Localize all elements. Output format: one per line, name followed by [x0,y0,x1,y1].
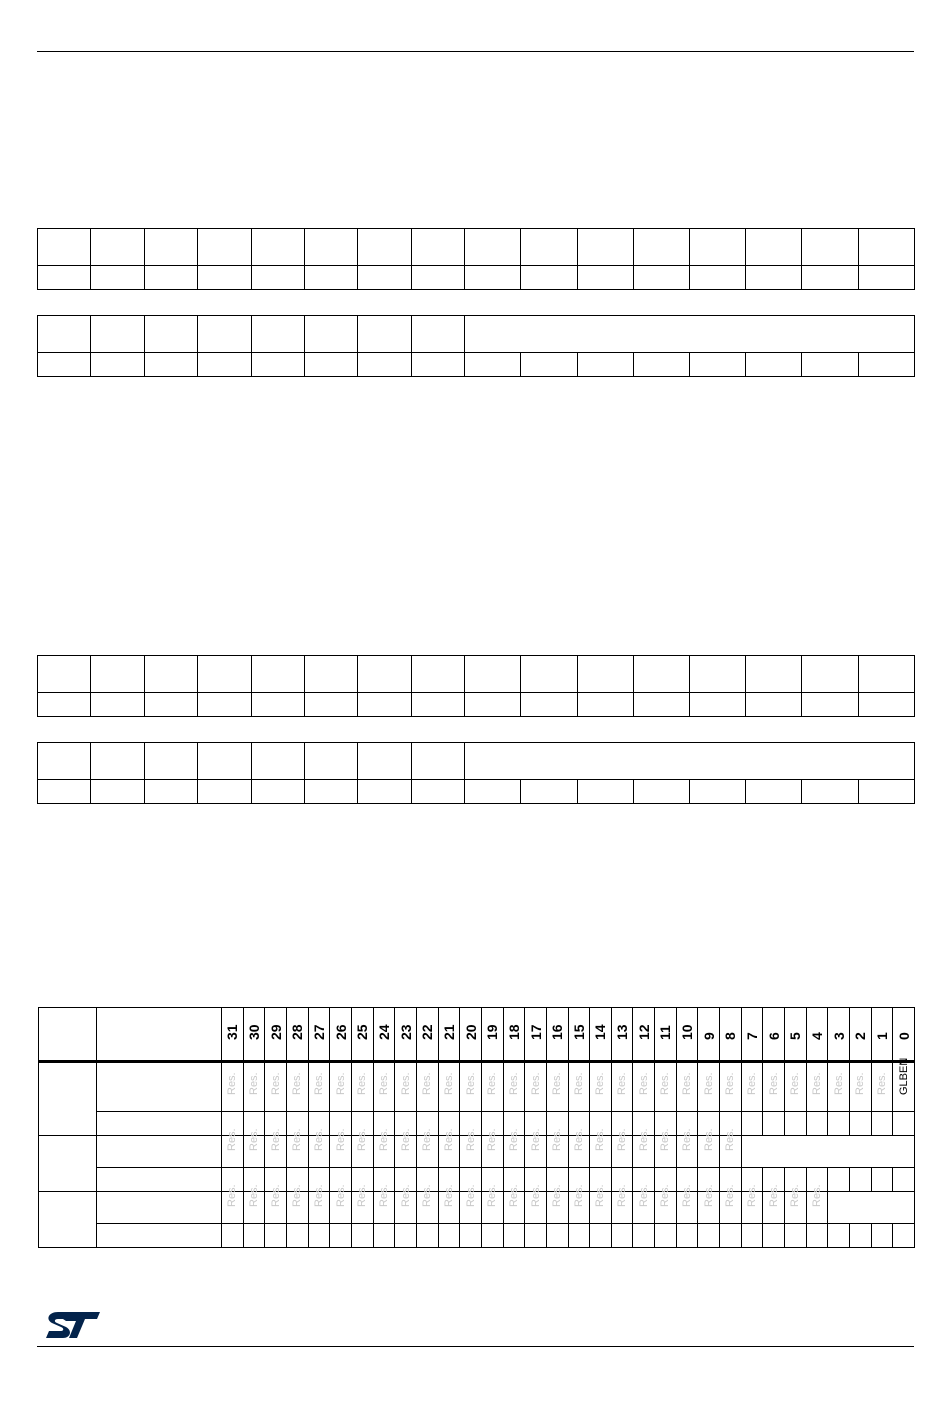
reserved-label: Res. [399,1184,412,1207]
reserved-label: Res. [637,1072,650,1095]
reserved-label: Res. [226,1184,239,1207]
reset-value-cell [633,1224,655,1248]
reserved-label: Res. [334,1184,347,1207]
bit-number: 23 [397,1024,414,1040]
reserved-label: Res. [312,1128,325,1151]
reserved-label: Res. [551,1128,564,1151]
reset-value-cell [308,1224,330,1248]
bit-number: 16 [549,1024,566,1040]
reserved-label: Res. [681,1184,694,1207]
reserved-label: Res. [291,1072,304,1095]
bit-number-header [785,1008,807,1062]
offset-header [39,1008,97,1062]
reserved-cell [871,1062,893,1112]
st-logo-icon [44,1310,102,1340]
bit-number-header [503,1008,525,1062]
reserved-cell [503,1184,525,1224]
reserved-cell [611,1062,633,1112]
reserved-cell [243,1184,265,1224]
reserved-label: Res. [616,1072,629,1095]
bit-number-header [395,1008,417,1062]
bit-number-header [286,1008,308,1062]
reserved-label: Res. [507,1072,520,1095]
reserved-label: Res. [442,1184,455,1207]
reserved-cell [676,1128,698,1168]
reserved-label: Res. [247,1128,260,1151]
reserved-cell [590,1062,612,1112]
st-logo [44,1310,102,1345]
bit-number: 20 [462,1024,479,1040]
reserved-label: Res. [312,1184,325,1207]
reset-value-cell [698,1224,720,1248]
reset-value-cell [503,1224,525,1248]
register-name-cell [97,1136,222,1168]
reserved-cell [222,1062,244,1112]
bit-number-header [871,1008,893,1062]
reset-value-cell [611,1224,633,1248]
reserved-label: Res. [854,1072,867,1095]
reserved-cell [481,1062,503,1112]
bit-number: 29 [267,1024,284,1040]
reserved-label: Res. [659,1072,672,1095]
register-diagram-2-lower [37,742,915,804]
reserved-label: Res. [681,1072,694,1095]
reserved-label: Res. [269,1184,282,1207]
reserved-cell [698,1184,720,1224]
reset-value-cell [373,1224,395,1248]
reset-value-cell [655,1224,677,1248]
reserved-label: Res. [486,1072,499,1095]
reserved-cell [286,1184,308,1224]
reserved-cell [720,1128,742,1168]
reserved-label: Res. [572,1072,585,1095]
bit-number-header [460,1008,482,1062]
reserved-cell [503,1062,525,1112]
bit-number-header [481,1008,503,1062]
reserved-cell [676,1062,698,1112]
reserved-label: Res. [572,1184,585,1207]
reserved-cell [655,1128,677,1168]
reserved-cell [330,1184,352,1224]
bit-number: 15 [570,1024,587,1040]
reserved-cell [568,1062,590,1112]
reserved-label: Res. [811,1184,824,1207]
reserved-label: Res. [377,1128,390,1151]
reserved-label: Res. [269,1072,282,1095]
reset-value-cell [416,1224,438,1248]
reserved-label: Res. [399,1072,412,1095]
reserved-label: Res. [486,1128,499,1151]
reserved-cell [525,1062,547,1112]
reset-value-cell [481,1224,503,1248]
register-name-cell [97,1062,222,1112]
reserved-cell [546,1062,568,1112]
reset-value-cell [871,1168,893,1192]
reset-value-cell [850,1224,872,1248]
reserved-label: Res. [789,1184,802,1207]
reserved-cell [351,1062,373,1112]
register-diagram-2-upper [37,655,915,717]
reset-value-cell [850,1168,872,1192]
reserved-cell [850,1062,872,1112]
bit-number-header [828,1008,850,1062]
reserved-cell [676,1184,698,1224]
reserved-label: Res. [529,1072,542,1095]
reserved-label: Res. [529,1184,542,1207]
reset-value-cell [676,1224,698,1248]
reserved-label: Res. [334,1128,347,1151]
bit-number: 4 [809,1032,826,1040]
reserved-label: Res. [637,1184,650,1207]
bit-number-header [806,1008,828,1062]
bit-number: 0 [895,1032,912,1040]
reserved-cell [633,1128,655,1168]
reserved-label: Res. [464,1072,477,1095]
reserved-cell [330,1128,352,1168]
reserved-cell [785,1184,807,1224]
reserved-cell [416,1184,438,1224]
reserved-cell [351,1128,373,1168]
bit-number: 19 [484,1024,501,1040]
reset-value-cell [871,1224,893,1248]
reserved-label: Res. [247,1184,260,1207]
reserved-label: Res. [702,1072,715,1095]
reserved-label: Res. [572,1128,585,1151]
reserved-label: Res. [442,1128,455,1151]
reserved-label: Res. [312,1072,325,1095]
reserved-cell [611,1128,633,1168]
reserved-cell [395,1062,417,1112]
bit-number-header [416,1008,438,1062]
reset-value-cell [351,1224,373,1248]
reserved-cell [438,1128,460,1168]
reserved-cell [286,1062,308,1112]
offset-cell [39,1062,97,1136]
field-cell [828,1192,915,1224]
reserved-label: Res. [767,1184,780,1207]
top-rule [37,51,914,52]
bit-number: 9 [700,1032,717,1040]
reset-value-cell [806,1112,828,1136]
reserved-cell [308,1062,330,1112]
offset-cell [39,1192,97,1248]
reserved-label: Res. [356,1128,369,1151]
bit-number: 21 [440,1024,457,1040]
reserved-cell [655,1184,677,1224]
reserved-cell [741,1184,763,1224]
reserved-cell [395,1128,417,1168]
reserved-label: Res. [594,1072,607,1095]
reserved-cell [460,1062,482,1112]
reserved-cell [633,1184,655,1224]
reserved-label: Res. [832,1072,845,1095]
bit-number-header [763,1008,785,1062]
reset-value-cell [741,1112,763,1136]
reserved-label: Res. [507,1184,520,1207]
reserved-label: Res. [594,1184,607,1207]
reset-value-cell [871,1112,893,1136]
bit-number-header [525,1008,547,1062]
reset-value-cell [785,1224,807,1248]
reserved-cell [806,1062,828,1112]
reserved-cell [828,1062,850,1112]
reserved-cell [222,1128,244,1168]
reset-value-cell [828,1168,850,1192]
reserved-label: Res. [702,1184,715,1207]
bit-number: 10 [679,1024,696,1040]
reserved-label: Res. [421,1184,434,1207]
bit-number-header [655,1008,677,1062]
bit-number: 2 [852,1032,869,1040]
reset-label-cell [97,1168,222,1192]
reserved-label: Res. [421,1128,434,1151]
reset-value-cell [763,1112,785,1136]
bit-number-header [720,1008,742,1062]
register-diagram-1-lower [37,315,915,377]
reserved-cell [308,1184,330,1224]
field-cell [741,1136,914,1168]
bit-number-header [546,1008,568,1062]
bit-number: 31 [224,1024,241,1040]
reserved-cell [785,1062,807,1112]
bit-number: 1 [874,1032,891,1040]
bit-number: 12 [635,1024,652,1040]
reserved-cell [503,1128,525,1168]
bit-number: 8 [722,1032,739,1040]
reserved-label: Res. [702,1128,715,1151]
reset-value-cell [286,1224,308,1248]
reserved-cell [438,1184,460,1224]
reserved-label: Res. [334,1072,347,1095]
bit-number-header [568,1008,590,1062]
reset-value-cell [243,1224,265,1248]
reserved-cell [590,1184,612,1224]
reserved-cell [373,1128,395,1168]
bit-number-header [633,1008,655,1062]
reset-value-cell [806,1224,828,1248]
bit-number-header [308,1008,330,1062]
reserved-cell [395,1184,417,1224]
reserved-cell [546,1184,568,1224]
reserved-cell [568,1128,590,1168]
reserved-label: Res. [291,1128,304,1151]
reset-value-cell [850,1112,872,1136]
reset-value-cell [568,1224,590,1248]
reserved-cell [525,1128,547,1168]
reserved-cell [308,1128,330,1168]
reserved-label: Res. [356,1072,369,1095]
reserved-label: Res. [616,1184,629,1207]
bit-number: 7 [744,1032,761,1040]
reserved-cell [481,1128,503,1168]
reset-value-cell [265,1224,287,1248]
reserved-cell [265,1184,287,1224]
register-map-table [38,1007,915,1248]
reserved-cell [806,1184,828,1224]
reset-value-cell [828,1112,850,1136]
reserved-cell [546,1128,568,1168]
bit-number-header [850,1008,872,1062]
reserved-label: Res. [789,1072,802,1095]
reserved-cell [763,1184,785,1224]
bit-number-header [438,1008,460,1062]
reserved-cell [481,1184,503,1224]
bit-number-header [222,1008,244,1062]
bit-number: 30 [245,1024,262,1040]
bit-number-header [373,1008,395,1062]
bit-number: 14 [592,1024,609,1040]
reset-label-cell [97,1224,222,1248]
reserved-label: Res. [876,1072,889,1095]
bit-number: 11 [657,1025,674,1040]
reserved-cell [720,1062,742,1112]
reset-value-cell [828,1224,850,1248]
reserved-cell [720,1184,742,1224]
offset-cell [39,1136,97,1192]
reserved-cell [763,1062,785,1112]
reserved-label: Res. [746,1184,759,1207]
reset-value-cell [525,1224,547,1248]
reserved-cell [243,1062,265,1112]
bit-number: 25 [354,1024,371,1040]
reset-value-cell [590,1224,612,1248]
reserved-label: Res. [486,1184,499,1207]
reset-value-cell [330,1224,352,1248]
reserved-label: Res. [746,1072,759,1095]
reserved-cell [698,1128,720,1168]
reserved-label: Res. [724,1184,737,1207]
reset-label-cell [97,1112,222,1136]
reset-value-cell [893,1224,915,1248]
reserved-label: Res. [421,1072,434,1095]
bit-number: 17 [527,1024,544,1040]
reserved-label: Res. [464,1128,477,1151]
reserved-label: Res. [551,1184,564,1207]
bit-number-header [590,1008,612,1062]
reserved-cell [525,1184,547,1224]
bit-number: 26 [332,1024,349,1040]
reserved-label: Res. [507,1128,520,1151]
bottom-rule [37,1346,914,1347]
bit-number: 24 [375,1024,392,1040]
reserved-cell [286,1128,308,1168]
reset-value-cell [893,1168,915,1192]
bit-number-header [265,1008,287,1062]
bit-number-header [243,1008,265,1062]
reserved-label: Res. [247,1072,260,1095]
reserved-cell [590,1128,612,1168]
reserved-cell [222,1184,244,1224]
reserved-label: Res. [377,1072,390,1095]
reserved-label: Res. [659,1128,672,1151]
reserved-cell [243,1128,265,1168]
reserved-label: Res. [594,1128,607,1151]
reserved-cell [655,1062,677,1112]
reserved-cell [568,1184,590,1224]
reserved-label: Res. [659,1184,672,1207]
reserved-label: Res. [616,1128,629,1151]
bit-number-header [893,1008,915,1062]
bit-number-header [351,1008,373,1062]
reserved-cell [416,1062,438,1112]
reserved-cell [438,1062,460,1112]
bit-number: 27 [310,1024,327,1040]
bit-number: 6 [765,1032,782,1040]
reserved-cell [373,1184,395,1224]
reserved-cell [633,1062,655,1112]
reset-value-cell [763,1224,785,1248]
field-cell-glben [893,1057,915,1112]
bit-number-header [741,1008,763,1062]
reserved-cell [460,1184,482,1224]
reserved-cell [460,1128,482,1168]
bit-number: 28 [289,1024,306,1040]
bit-number-header [676,1008,698,1062]
reserved-label: Res. [724,1072,737,1095]
bit-number-header [611,1008,633,1062]
reserved-label: Res. [399,1128,412,1151]
reserved-cell [698,1062,720,1112]
reserved-cell [373,1062,395,1112]
reserved-cell [351,1184,373,1224]
reserved-cell [611,1184,633,1224]
reserved-label: Res. [464,1184,477,1207]
reserved-label: Res. [637,1128,650,1151]
reserved-cell [330,1062,352,1112]
reserved-label: Res. [529,1128,542,1151]
register-header [97,1008,222,1062]
reset-value-cell [222,1224,244,1248]
reserved-label: Res. [269,1128,282,1151]
bit-number: 13 [614,1024,631,1040]
reserved-label: Res. [442,1072,455,1095]
reserved-label: Res. [724,1128,737,1151]
reset-value-cell [720,1224,742,1248]
reserved-label: Res. [681,1128,694,1151]
reset-value-cell [893,1112,915,1136]
reserved-label: Res. [377,1184,390,1207]
reserved-label: Res. [226,1128,239,1151]
reserved-label: Res. [551,1072,564,1095]
reset-value-cell [741,1224,763,1248]
reset-value-cell [785,1112,807,1136]
reserved-cell [741,1062,763,1112]
reset-value-cell [438,1224,460,1248]
register-diagram-1-upper [37,228,915,290]
bit-number: 18 [505,1024,522,1040]
reset-value-cell [395,1224,417,1248]
reserved-cell [265,1128,287,1168]
bit-number-header [330,1008,352,1062]
bit-number: 22 [419,1024,436,1040]
register-name-cell [97,1192,222,1224]
reserved-label: Res. [291,1184,304,1207]
field-label-glben: GLBEN [897,1057,910,1095]
reserved-cell [416,1128,438,1168]
bit-number: 3 [830,1032,847,1040]
reserved-cell [265,1062,287,1112]
reserved-label: Res. [811,1072,824,1095]
bit-number-header [698,1008,720,1062]
reset-value-cell [546,1224,568,1248]
reserved-label: Res. [356,1184,369,1207]
bit-number: 5 [787,1032,804,1040]
reserved-label: Res. [767,1072,780,1095]
reserved-label: Res. [226,1072,239,1095]
reset-value-cell [460,1224,482,1248]
